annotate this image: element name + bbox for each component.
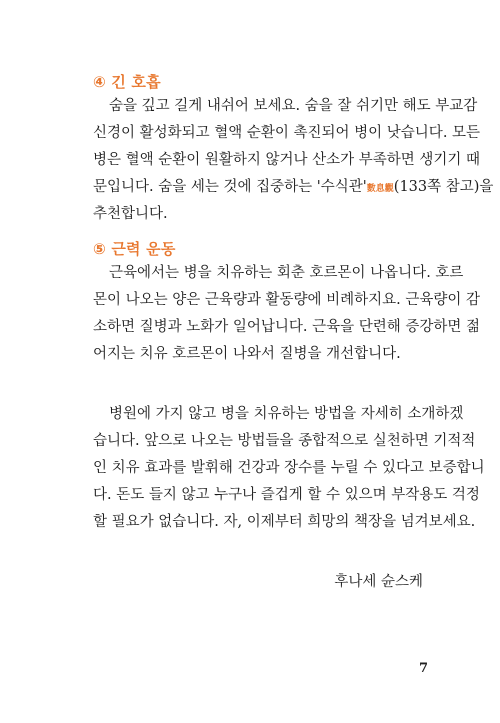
page-number: 7 [419, 661, 429, 676]
section-heading-breathing: ④ 긴 호흡 [93, 73, 161, 91]
paragraph-line: 숨을 깊고 길게 내쉬어 보세요. 숨을 잘 쉬기만 해도 부교감 [109, 98, 478, 114]
paragraph-line-with-reference: 문입니다. 숨을 세는 것에 집중하는 '수식관'數息觀(133쪽 참고)을 [93, 179, 494, 195]
paragraph-line: 어지는 치유 호르몬이 나와서 질병을 개선합니다. [93, 346, 401, 362]
paragraph-line: 추천합니다. [93, 206, 168, 222]
paragraph-text: 문입니다. 숨을 세는 것에 집중하는 '수식관 [93, 179, 363, 195]
author-signature: 후나세 슌스케 [334, 574, 423, 590]
paragraph-line: 습니다. 앞으로 나오는 방법들을 종합적으로 실천하면 기적적 [93, 433, 476, 449]
paragraph-line: 근육에서는 병을 치유하는 회춘 호르몬이 나옵니다. 호르 [109, 265, 464, 281]
paragraph-line: 할 필요가 없습니다. 자, 이제부터 희망의 책장을 넘겨보세요. [93, 514, 476, 530]
page-reference: (133쪽 참고)을 [393, 179, 494, 195]
paragraph-line: 신경이 활성화되고 혈액 순환이 촉진되어 병이 낫습니다. 모든 [93, 125, 481, 141]
hanja-annotation: 數息觀 [366, 184, 394, 194]
paragraph-line: 병원에 가지 않고 병을 치유하는 방법을 자세히 소개하겠 [109, 406, 464, 422]
paragraph-line: 몬이 나오는 양은 근육량과 활동량에 비례하지요. 근육량이 감 [93, 292, 481, 308]
paragraph-line: 다. 돈도 들지 않고 누구나 즐겁게 할 수 있으며 부작용도 걱정 [93, 487, 480, 503]
section-heading-strength: ⑤ 근력 운동 [93, 240, 176, 258]
paragraph-line: 병은 혈액 순환이 원활하지 않거나 산소가 부족하면 생기기 때 [93, 152, 481, 168]
paragraph-line: 소하면 질병과 노화가 일어납니다. 근육을 단련해 증강하면 젊 [93, 319, 481, 335]
paragraph-line: 인 치유 효과를 발휘해 건강과 장수를 누릴 수 있다고 보증합니 [93, 460, 485, 476]
